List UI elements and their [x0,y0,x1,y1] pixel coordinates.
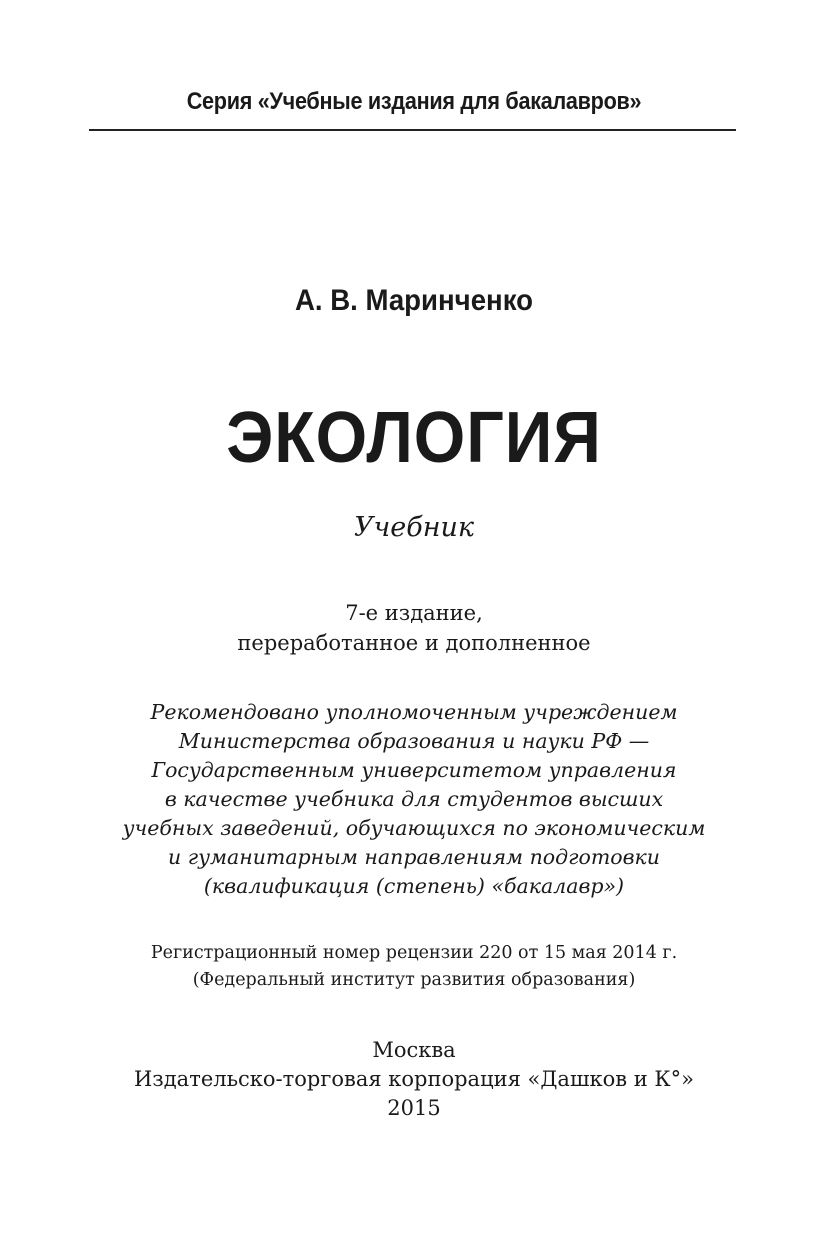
edition-info [0,598,828,658]
recommendation-line: и гуманитарным направлениям подготовки [168,845,660,869]
recommendation-line: в качестве учебника для студентов высших [164,787,664,811]
publisher-imprint [0,1036,828,1123]
registration-info [0,940,828,994]
registration-line: Регистрационный номер рецензии 220 от 15 мая 2014 г. [150,943,678,963]
recommendation-line: учебных заведений, обучающихся по экономическим [122,816,706,840]
recommendation-line: (квалификация (степень) «бакалавр») [203,874,625,898]
header-divider [89,129,736,131]
edition-line: переработанное и дополненное [237,631,591,655]
imprint-publisher: Издательско-торговая корпорация «Дашков и К°» [133,1067,695,1091]
imprint-city: Москва [372,1038,456,1062]
recommendation-line: Государственным университетом управления [151,758,677,782]
author-name: А. В. Маринченко [294,284,534,317]
book-title: ЭКОЛОГИЯ [226,398,602,478]
recommendation-line: Рекомендовано уполномоченным учреждением [150,700,678,724]
series-heading: Серия «Учебные издания для бакалавров» [186,88,642,115]
recommendation-line: Министерства образования и науки РФ — [178,729,650,753]
book-subtitle: Учебник [353,512,475,543]
registration-line: (Федеральный институт развития образования) [192,970,636,990]
imprint-year: 2015 [387,1096,441,1120]
recommendation-block [0,698,828,901]
edition-line: 7-е издание, [345,601,483,625]
